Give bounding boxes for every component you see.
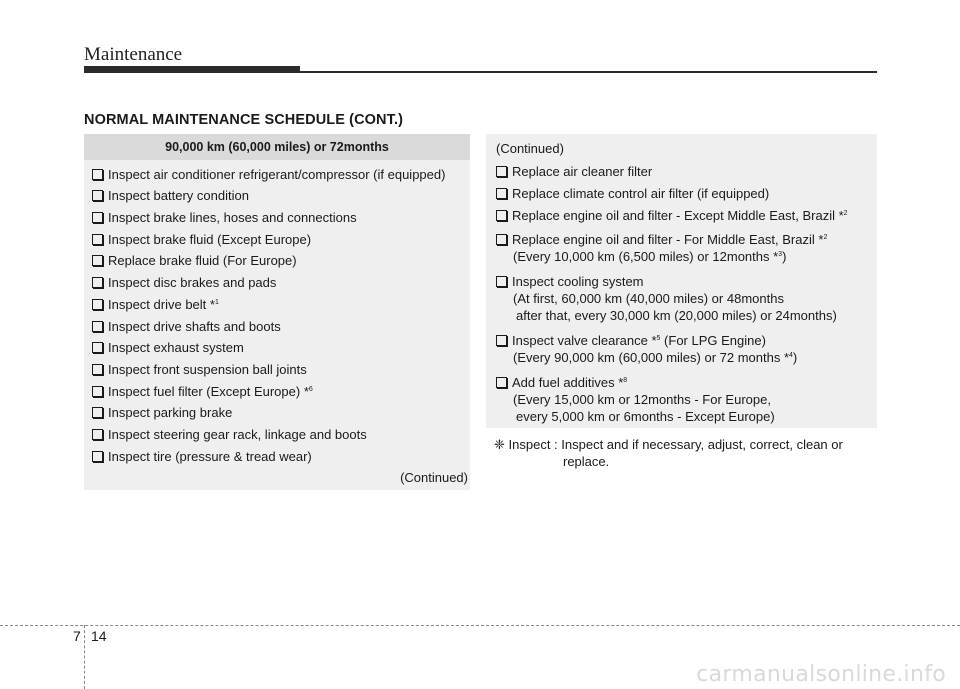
item-label: Inspect tire (pressure & tread wear): [108, 449, 312, 464]
note-symbol-icon: ❈: [494, 437, 505, 452]
checkbox-icon: [92, 386, 103, 397]
item-label: Inspect drive belt *: [108, 297, 215, 312]
panel-heading: 90,000 km (60,000 miles) or 72months: [84, 134, 470, 160]
item-label: Inspect fuel filter (Except Europe) *: [108, 384, 309, 399]
watermark: carmanualsonline.info: [696, 662, 946, 687]
checkbox-icon: [92, 451, 103, 462]
header-rule-thick: [84, 66, 300, 73]
chapter-number: 7: [73, 628, 81, 644]
item-label: Replace engine oil and filter - Except Middle East, Brazil *: [512, 208, 844, 223]
list-item: [92, 274, 276, 291]
item-label: Inspect front suspension ball joints: [108, 362, 307, 377]
checkbox-icon: [496, 335, 507, 346]
checkbox-icon: [92, 169, 103, 180]
footer-divider: [0, 625, 960, 626]
footnote-ref: 4: [789, 352, 793, 359]
item-label: Inspect air conditioner refrigerant/compressor (if equipped): [108, 167, 446, 182]
inspect-note: [494, 436, 843, 470]
item-label: Inspect disc brakes and pads: [108, 275, 277, 290]
list-item: [92, 361, 307, 378]
list-item: [92, 339, 244, 356]
item-label: Inspect battery condition: [108, 188, 249, 203]
item-label: Inspect brake fluid (Except Europe): [108, 232, 312, 247]
item-label: Inspect steering gear rack, linkage and boots: [108, 427, 367, 442]
item-label: Inspect valve clearance *: [512, 333, 657, 348]
footnote-ref: 3: [778, 251, 783, 258]
item-label: Replace climate control air filter (if equipped): [512, 186, 770, 201]
list-item: [92, 426, 367, 443]
footnote-ref: 2: [823, 234, 828, 241]
item-label: Inspect drive shafts and boots: [108, 319, 281, 334]
list-item: [496, 185, 769, 202]
checkbox-icon: [92, 321, 103, 332]
item-label: Inspect brake lines, hoses and connections: [108, 210, 357, 225]
item-detail: (Every 15,000 km or 12months - For Europe,: [513, 392, 771, 407]
item-detail: (Every 90,000 km (60,000 miles) or 72 months *$^4$): [513, 350, 798, 365]
item-label: Inspect cooling system: [512, 274, 644, 289]
footnote-ref: 1: [214, 299, 219, 306]
item-detail: every 5,000 km or 6months - Except Europe): [516, 409, 775, 424]
checkbox-icon: [92, 299, 103, 310]
list-item: [496, 231, 827, 265]
list-item: [92, 209, 357, 226]
footer-vertical-divider: [84, 625, 85, 689]
footnote-ref: 8: [623, 377, 628, 384]
schedule-panel-continued: [486, 134, 877, 428]
list-item: [92, 296, 219, 313]
item-detail: after that, every 30,000 km (20,000 miles) or 24months): [516, 308, 837, 323]
list-item: Inspect valve clearance *$^5$ (For LPG Engine) (Every 90,000 km (60,000 miles) or 72 months *$^4$): [496, 332, 797, 366]
list-item: [92, 448, 312, 465]
checkbox-icon: [496, 166, 507, 177]
checkbox-icon: [496, 210, 507, 221]
list-item: [92, 383, 313, 400]
list-item: [496, 163, 652, 180]
list-item: [92, 187, 249, 204]
checkbox-icon: [92, 255, 103, 266]
footnote-ref: 2: [843, 210, 848, 217]
note-text-cont: replace.: [563, 454, 610, 469]
checkbox-icon: [92, 342, 103, 353]
checkbox-icon: [92, 429, 103, 440]
item-label: Inspect parking brake: [108, 405, 233, 420]
checkbox-icon: [92, 407, 103, 418]
list-item: [496, 374, 775, 425]
page-header-title: Maintenance: [84, 44, 183, 65]
item-label: Replace air cleaner filter: [512, 164, 653, 179]
section-title: NORMAL MAINTENANCE SCHEDULE (CONT.): [84, 112, 404, 128]
checkbox-icon: [496, 234, 507, 245]
continued-label: (Continued): [496, 141, 564, 156]
list-item: [92, 318, 281, 335]
continued-label: (Continued): [400, 470, 468, 485]
checkbox-icon: [92, 364, 103, 375]
checkbox-icon: [496, 276, 507, 287]
schedule-panel-90000km: [84, 134, 470, 490]
checkbox-icon: [92, 234, 103, 245]
item-label: Inspect exhaust system: [108, 340, 244, 355]
list-item: [92, 404, 232, 421]
footnote-ref: 6: [308, 386, 313, 393]
checkbox-icon: [92, 277, 103, 288]
list-item: [92, 166, 445, 183]
item-label: Add fuel additives *: [512, 375, 624, 390]
page-number: 14: [91, 628, 107, 644]
item-label: Replace engine oil and filter - For Middle East, Brazil *: [512, 232, 824, 247]
list-item: [496, 207, 848, 224]
list-item: [496, 273, 837, 324]
checkbox-icon: [496, 188, 507, 199]
checkbox-icon: [92, 212, 103, 223]
list-item: [92, 231, 311, 248]
checkbox-icon: [496, 377, 507, 388]
note-text: Inspect : Inspect and if necessary, adjust, correct, clean or: [504, 437, 843, 452]
item-label: Replace brake fluid (For Europe): [108, 253, 297, 268]
header-rule-thin: [300, 71, 877, 73]
list-item: [92, 252, 297, 269]
item-detail: (Every 10,000 km (6,500 miles) or 12months *$^3$): [513, 249, 787, 264]
footnote-ref: 5: [656, 335, 661, 342]
checkbox-icon: [92, 190, 103, 201]
item-detail: (At first, 60,000 km (40,000 miles) or 48months: [513, 291, 784, 306]
